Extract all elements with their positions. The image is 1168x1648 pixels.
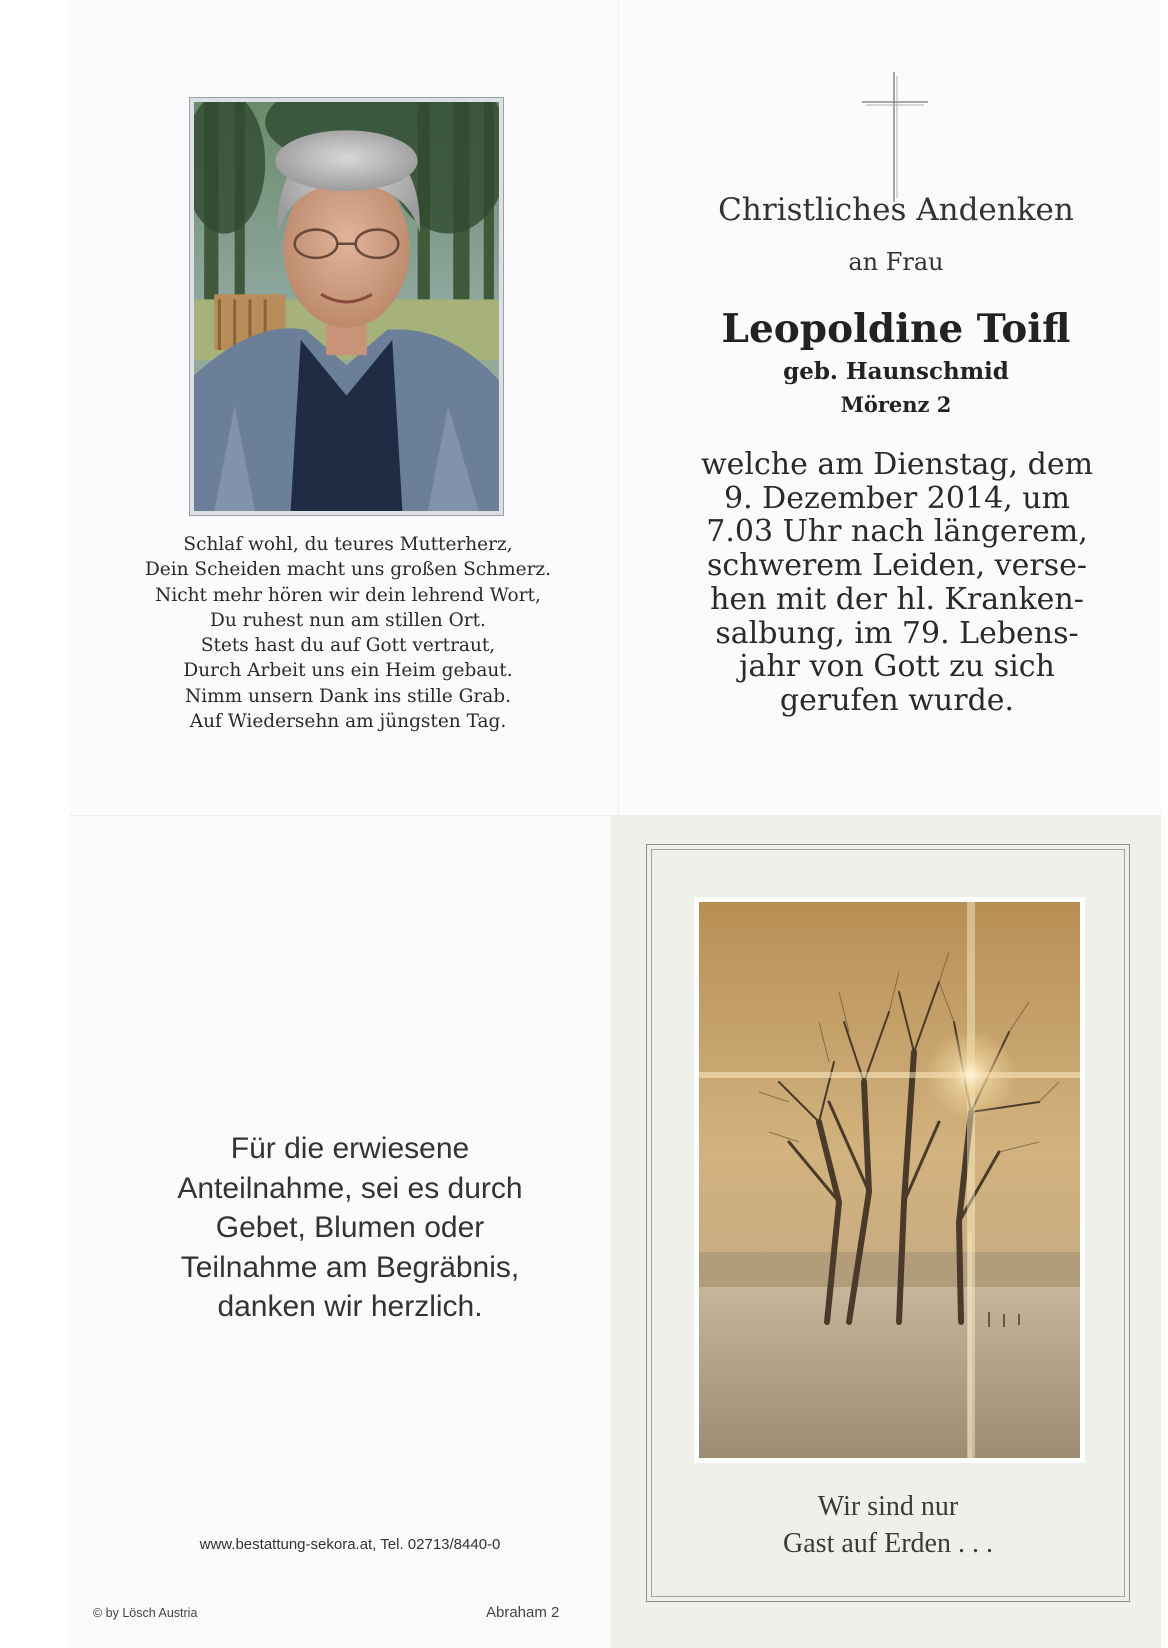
poem-line: Dein Scheiden macht uns großen Schmerz. (144, 559, 552, 581)
memorial-subtitle: an Frau (848, 248, 944, 276)
copyright-note: © by Lösch Austria (93, 1606, 198, 1620)
poem-line: Nimm unsern Dank ins stille Grab. (185, 685, 511, 707)
portrait-photo (189, 97, 504, 516)
death-notice-line: jahr von Gott zu sich (739, 649, 1055, 685)
deceased-name: Leopoldine Toifl (721, 306, 1071, 352)
card-verse (646, 1488, 1130, 1562)
card-verse-line: Gast auf Erden . . . (783, 1528, 993, 1559)
poem-line: Nicht mehr hören wir dein lehrend Wort, (155, 584, 541, 606)
death-notice-line: 9. Dezember 2014, um (724, 480, 1070, 516)
winter-trees-image (694, 897, 1085, 1463)
thanks-message (110, 1129, 590, 1327)
poem-line: Durch Arbeit uns ein Heim gebaut. (183, 660, 513, 682)
winter-trees-illustration (699, 902, 1080, 1458)
poem-line: Du ruhest nun am stillen Ort. (210, 609, 486, 631)
memorial-title: Christliches Andenken (718, 192, 1074, 228)
death-notice-line: welche am Dienstag, dem (700, 447, 1094, 482)
death-notice-line: hen mit der hl. Kranken- (710, 581, 1084, 617)
death-notice-line: schwerem Leiden, verse- (707, 548, 1087, 584)
death-notice-line: gerufen wurde. (779, 682, 1015, 718)
death-notice-line: salbung, im 79. Lebens- (715, 615, 1079, 651)
thanks-line: danken wir herzlich. (217, 1290, 483, 1323)
card-verse-line: Wir sind nur (817, 1491, 959, 1522)
thanks-line: Teilnahme am Begräbnis, (180, 1250, 520, 1284)
thanks-line: Gebet, Blumen oder (215, 1211, 485, 1244)
memorial-poem (92, 532, 604, 734)
deceased-address: Mörenz 2 (840, 392, 952, 417)
portrait-image (194, 102, 499, 511)
poem-line: Auf Wiedersehn am jüngsten Tag. (189, 711, 507, 733)
thanks-line: Für die erwiesene (230, 1132, 470, 1165)
poem-line: Stets hast du auf Gott vertraut, (200, 635, 496, 657)
maiden-name: geb. Haunschmid (783, 358, 1009, 385)
fold-line-vertical (618, 0, 619, 815)
death-notice (660, 448, 1134, 718)
thanks-line: Anteilnahme, sei es durch (177, 1171, 523, 1205)
death-notice-line: 7.03 Uhr nach längerem, (706, 514, 1088, 550)
card-model-label: Abraham 2 (486, 1604, 560, 1621)
cross-icon (860, 72, 930, 202)
poem-line: Schlaf wohl, du teures Mutterherz, (183, 534, 513, 555)
funeral-home-contact: www.bestattung-sekora.at, Tel. 02713/8440-0 (199, 1536, 501, 1553)
